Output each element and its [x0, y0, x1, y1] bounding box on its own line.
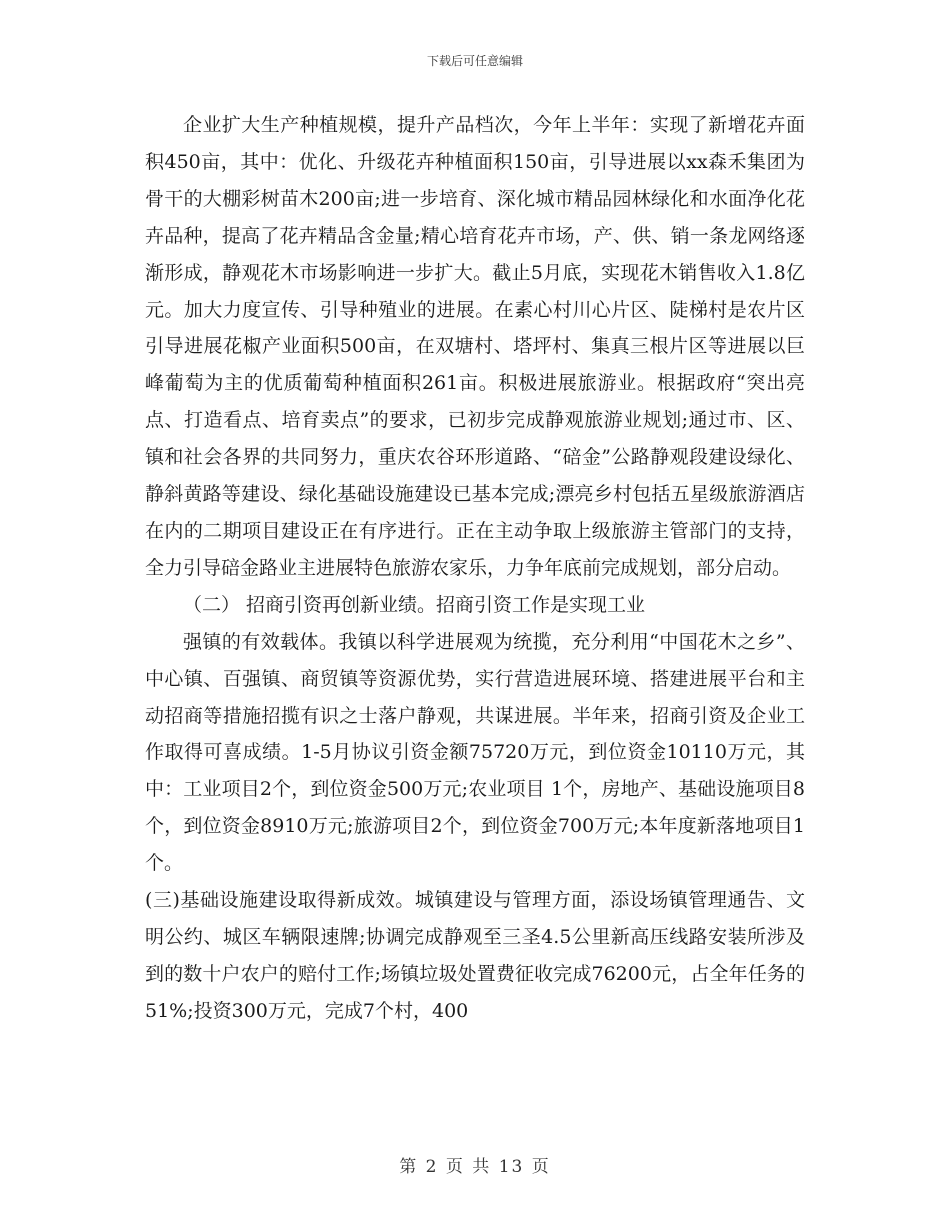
paragraph-infrastructure: (三)基础设施建设取得新成效。城镇建设与管理方面，添设场镇管理通告、文明公约、城区车辆限速牌;协调完成静观至三圣4.5公里新高压线路安装所涉及到的数十户农户的赔付工作;场镇垃圾处置费征收完成76200元，占全年任务的51%;投资300万元，完成7个村，400 — [145, 889, 805, 1022]
paragraph-investment-heading: （二） 招商引资再创新业绩。招商引资工作是实现工业 — [183, 593, 646, 616]
paragraph-flower-industry: 企业扩大生产种植规模，提升产品档次，今年上半年：实现了新增花卉面积450亩，其中：优化、升级花卉种植面积150亩，引导进展以xx森禾集团为骨干的大棚彩树苗木200亩;进一步培育、深化城市精品园林绿化和水面净化花卉品种，提高了花卉精品含金量;精心培育花卉市场，产、供、销一条龙网络逐渐形成，静观花木市场影响进一步扩大。截止5月底，实现花木销售收入1.8亿元。加大力度宣传、引导种殖业的进展。在素心村川心片区、陡梯村是农片区引导进展花椒产业面积500亩，在双塘村、塔坪村、集真三根片区等进展以巨峰葡萄为主的优质葡萄种植面积261亩。积极进展旅游业。根据政府“突出亮点、打造看点、培育卖点”的要求，已初步完成静观旅游业规划;通过市、区、镇和社会各界的共同努力，重庆农谷环形道路、“碚金”公路静观段建设绿化、静斜黄路等建设、绿化基础设施建设已基本完成;漂亮乡村包括五星级旅游酒店在内的二期项目建设正在有序进行。正在主动争取上级旅游主管部门的支持，全力引导碚金路业主进展特色旅游农家乐，力争年底前完成规划，部分启动。 — [145, 114, 805, 579]
document-body — [145, 107, 805, 1030]
paragraph-investment-results: 强镇的有效载体。我镇以科学进展观为统揽，充分利用“中国花木之乡”、中心镇、百强镇、商贸镇等资源优势，实行营造进展环境、搭建进展平台和主动招商等措施招揽有识之士落户静观，共谋进展。半年来，招商引资及企业工作取得可喜成绩。1-5月协议引资金额75720万元，到位资金10110万元，其中：工业项目2个，到位资金500万元;农业项目 1个，房地产、基础设施项目8个，到位资金8910万元;旅游项目2个，到位资金700万元;本年度新落地项目1个。 — [145, 630, 805, 875]
page-number: 第 2 页 共 13 页 — [399, 1157, 551, 1177]
page-header-note: 下载后可任意编辑 — [426, 54, 523, 68]
